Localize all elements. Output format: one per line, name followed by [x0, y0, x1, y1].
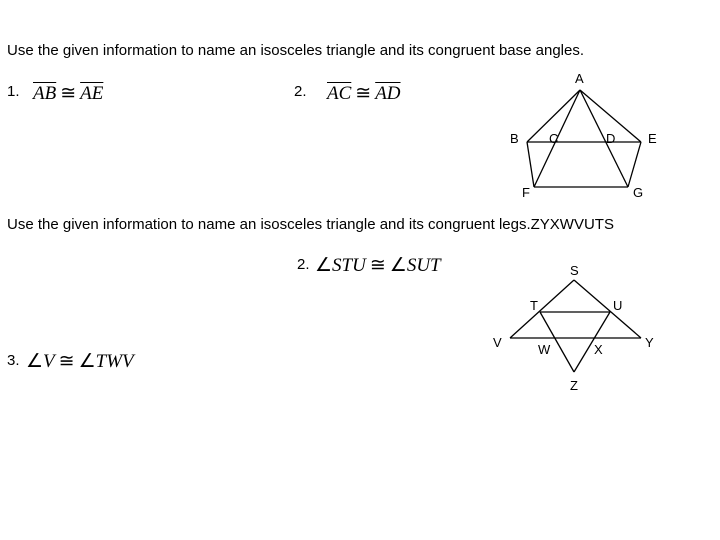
segment-left: $\overline{AB}$ [33, 83, 57, 104]
point-label-Y: Y [645, 335, 654, 350]
segment-left: $\overline{AC}$ [327, 83, 352, 104]
point-label-D: D [606, 131, 616, 146]
congruent-symbol: ≅ [58, 351, 75, 372]
point-label-F: F [522, 185, 530, 200]
segment-right: $\overline{AE}$ [80, 83, 104, 104]
point-label-U: U [613, 298, 623, 313]
angle-left: STU [332, 255, 366, 276]
segment-right: $\overline{AD}$ [375, 83, 401, 104]
segment-UZ [574, 312, 610, 372]
segment-SY [574, 280, 641, 338]
point-label-T: T [530, 298, 538, 313]
problem-2b-number: 2. [297, 256, 310, 273]
point-label-A: A [575, 71, 584, 86]
problem-1-number: 1. [7, 83, 20, 100]
angle-right: TWV [95, 351, 134, 372]
point-label-G: G [633, 185, 644, 200]
point-label-V: V [493, 335, 502, 350]
angle-symbol: ∠ [78, 351, 96, 372]
point-label-E: E [648, 131, 657, 146]
point-label-W: W [538, 342, 551, 357]
angle-symbol: ∠ [389, 255, 407, 276]
instruction-1: Use the given information to name an isosceles triangle and its congruent base angles. [7, 42, 585, 59]
instruction-2: Use the given information to name an isosceles triangle and its congruent legs.ZYXWVUTS [7, 216, 614, 233]
congruent-symbol: ≅ [355, 83, 372, 104]
congruent-symbol: ≅ [60, 83, 77, 104]
point-label-S: S [570, 263, 579, 278]
point-label-X: X [594, 342, 603, 357]
angle-symbol: ∠ [315, 255, 333, 276]
problem-3-number: 3. [7, 352, 20, 369]
problem-2-number: 2. [294, 83, 307, 100]
segment-SV [510, 280, 574, 338]
angle-left: V [43, 351, 55, 372]
angle-right: SUT [406, 255, 441, 276]
congruent-symbol: ≅ [369, 255, 386, 276]
point-label-C: C [549, 131, 559, 146]
angle-symbol: ∠ [26, 351, 44, 372]
point-label-Z: Z [570, 378, 578, 393]
point-label-B: B [510, 131, 519, 146]
